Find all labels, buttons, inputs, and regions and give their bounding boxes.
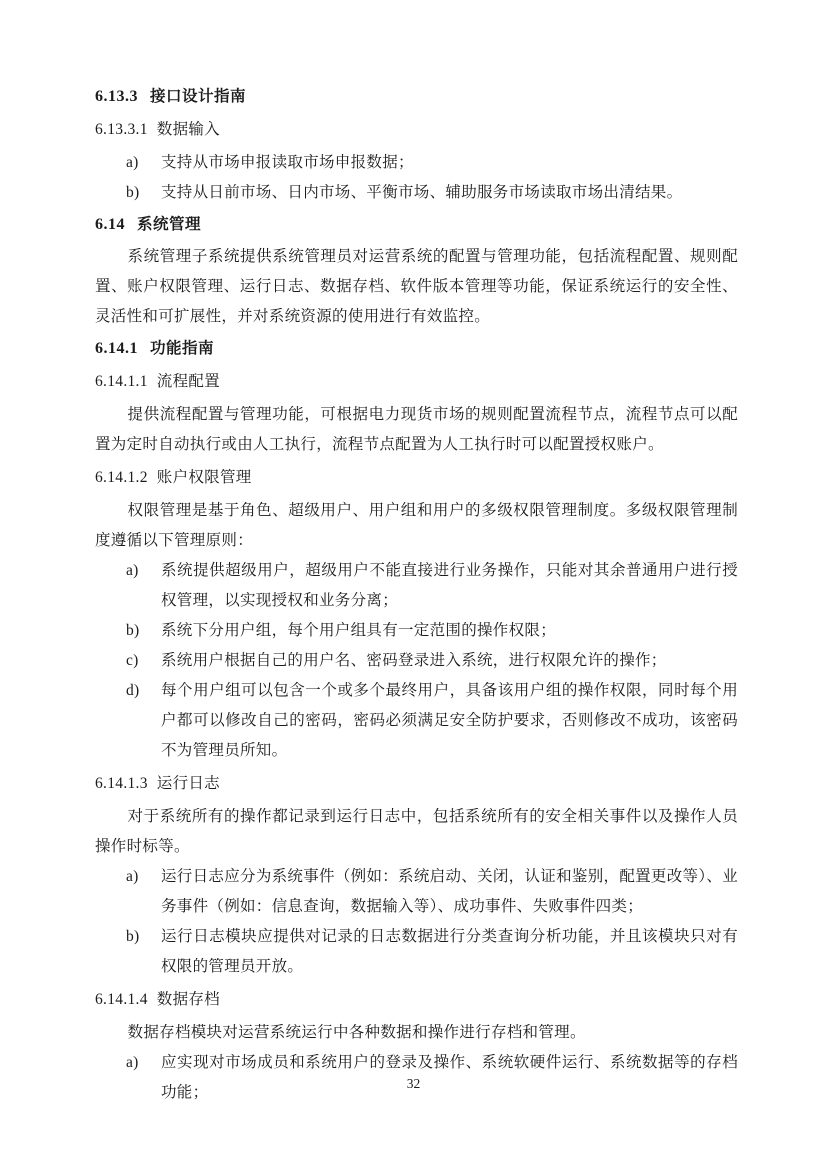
document-body bbox=[95, 80, 738, 1108]
heading-title: 系统管理 bbox=[137, 216, 202, 233]
section-heading bbox=[95, 82, 738, 112]
heading-number: 6.13.3.1 bbox=[95, 121, 148, 138]
heading-number: 6.14 bbox=[95, 216, 125, 233]
list-item-label: a) bbox=[126, 1054, 139, 1071]
heading-number: 6.14.1 bbox=[95, 340, 138, 357]
list-item-label: d) bbox=[126, 682, 140, 699]
paragraph: 提供流程配置与管理功能，可根据电力现货市场的规则配置流程节点，流程节点可以配置为定时自动执行或由人工执行，流程节点配置为人工执行时可以配置授权账户。 bbox=[95, 406, 738, 453]
list-item-text: 系统用户根据自己的用户名、密码登录进入系统，进行权限允许的操作； bbox=[161, 652, 667, 669]
subsection-heading bbox=[95, 985, 738, 1015]
list-item bbox=[95, 616, 738, 646]
list-item bbox=[95, 556, 738, 616]
heading-title: 接口设计指南 bbox=[150, 88, 247, 105]
heading-title: 功能指南 bbox=[150, 340, 215, 357]
list-item-label: b) bbox=[126, 184, 140, 201]
heading-number: 6.14.1.4 bbox=[95, 991, 148, 1008]
list-item bbox=[95, 646, 738, 676]
page-footer bbox=[0, 1076, 827, 1092]
heading-title: 数据输入 bbox=[156, 121, 220, 138]
subsection-heading bbox=[95, 463, 738, 493]
list-item bbox=[95, 148, 738, 178]
list-item-label: b) bbox=[126, 622, 140, 639]
heading-number: 6.14.1.3 bbox=[95, 775, 148, 792]
list-item-label: a) bbox=[126, 154, 139, 171]
list-item-label: b) bbox=[126, 928, 140, 945]
list-item-text: 运行日志模块应提供对记录的日志数据进行分类查询分析功能，并且该模块只对有权限的管理员开放。 bbox=[161, 928, 738, 975]
paragraph: 系统管理子系统提供系统管理员对运营系统的配置与管理功能，包括流程配置、规则配置、账户权限管理、运行日志、数据存档、软件版本管理等功能，保证系统运行的安全性、灵活性和可扩展性，并对系统资源的使用进行有效监控。 bbox=[95, 248, 738, 325]
heading-title: 数据存档 bbox=[156, 991, 220, 1008]
paragraph: 权限管理是基于角色、超级用户、用户组和用户的多级权限管理制度。多级权限管理制度遵循以下管理原则： bbox=[95, 502, 738, 549]
list-item-label: c) bbox=[126, 652, 139, 669]
subsection-heading bbox=[95, 367, 738, 397]
heading-number: 6.14.1.2 bbox=[95, 469, 148, 486]
list-item bbox=[95, 178, 738, 208]
list-item-text: 系统提供超级用户，超级用户不能直接进行业务操作，只能对其余普通用户进行授权管理，以实现授权和业务分离； bbox=[161, 562, 738, 609]
subsection-heading bbox=[95, 115, 738, 145]
list-item-label: a) bbox=[126, 868, 139, 885]
list-item-label: a) bbox=[126, 562, 139, 579]
page-number: 32 bbox=[406, 1076, 421, 1091]
heading-title: 运行日志 bbox=[156, 775, 220, 792]
subsection-heading bbox=[95, 769, 738, 799]
heading-title: 账户权限管理 bbox=[156, 469, 252, 486]
paragraph: 数据存档模块对运营系统运行中各种数据和操作进行存档和管理。 bbox=[127, 1024, 586, 1041]
section-heading bbox=[95, 210, 738, 240]
list-item-text: 支持从日前市场、日内市场、平衡市场、辅助服务市场读取市场出清结果。 bbox=[161, 184, 683, 201]
list-item-text: 支持从市场申报读取市场申报数据； bbox=[161, 154, 414, 171]
heading-number: 6.14.1.1 bbox=[95, 373, 148, 390]
list-item bbox=[95, 676, 738, 766]
list-item-text: 每个用户组可以包含一个或多个最终用户，具备该用户组的操作权限，同时每个用户都可以修改自己的密码，密码必须满足安全防护要求，否则修改不成功，该密码不为管理员所知。 bbox=[161, 682, 738, 759]
list-item bbox=[95, 862, 738, 922]
paragraph: 对于系统所有的操作都记录到运行日志中，包括系统所有的安全相关事件以及操作人员操作时标等。 bbox=[95, 808, 738, 855]
list-item bbox=[95, 922, 738, 982]
list-item-text: 系统下分用户组，每个用户组具有一定范围的操作权限； bbox=[161, 622, 557, 639]
section-heading bbox=[95, 334, 738, 364]
list-item-text: 运行日志应分为系统事件（例如：系统启动、关闭，认证和鉴别，配置更改等）、业务事件（例如：信息查询，数据输入等）、成功事件、失败事件四类； bbox=[161, 868, 738, 915]
list-item-text: 应实现对市场成员和系统用户的登录及操作、系统软硬件运行、系统数据等的存档功能； bbox=[161, 1054, 738, 1101]
heading-number: 6.13.3 bbox=[95, 88, 138, 105]
heading-title: 流程配置 bbox=[156, 373, 220, 390]
